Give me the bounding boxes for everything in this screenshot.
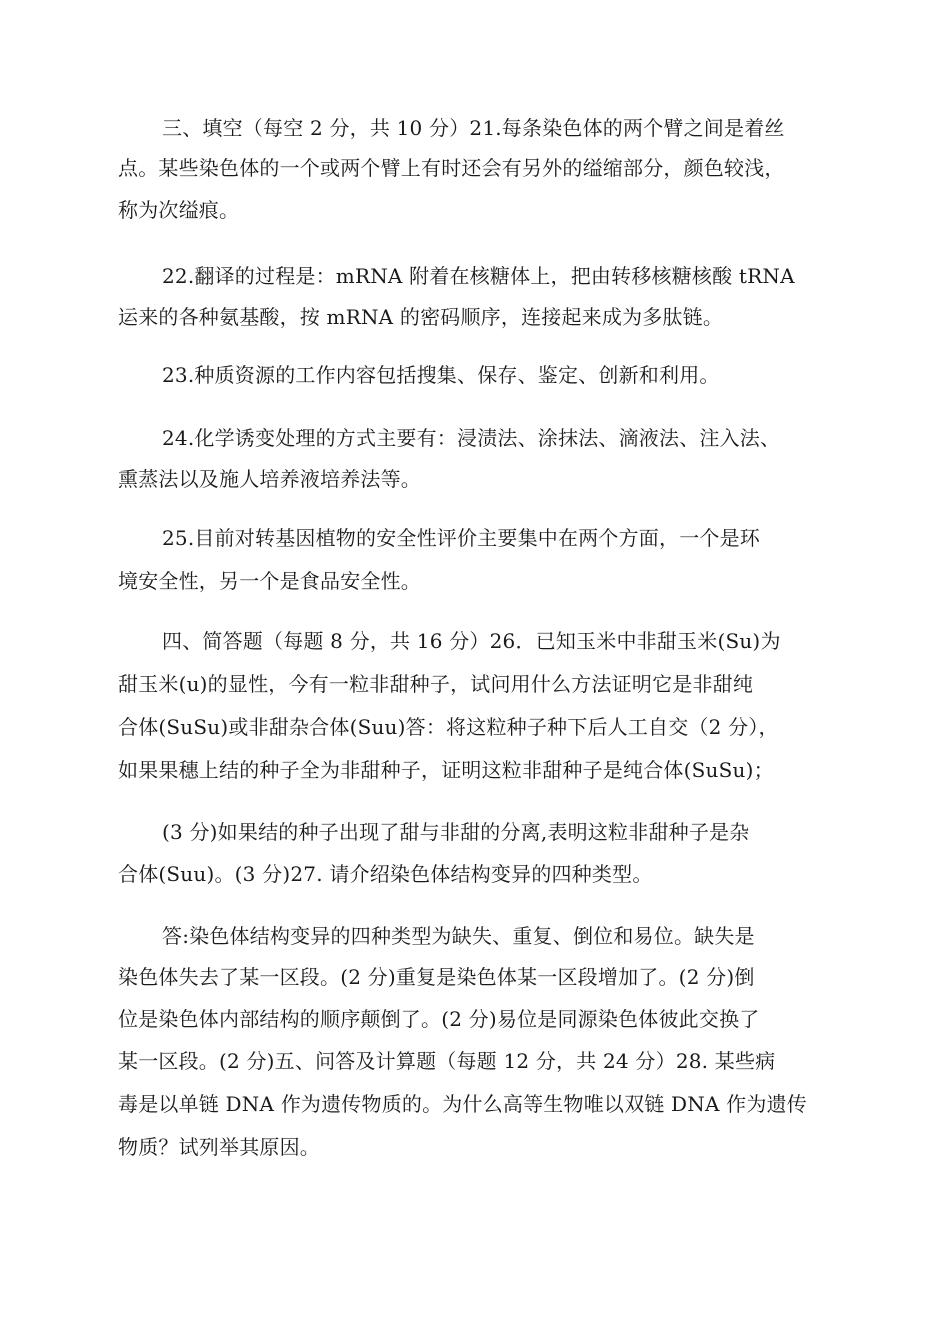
text-line: 毒是以单链 DNA 作为遗传物质的。为什么高等生物唯以双链 DNA 作为遗传: [118, 1092, 807, 1116]
text-line: 称为次缢痕。: [118, 198, 240, 222]
text-line: 染色体失去了某一区段。(2 分)重复是染色体某一区段增加了。(2 分)倒: [118, 965, 755, 989]
text-line: 四、简答题（每题 8 分，共 16 分）26．已知玉米中非甜玉米(Su)为: [162, 629, 781, 653]
text-line: 24.化学诱变处理的方式主要有：浸渍法、涂抹法、滴液法、注入法、: [162, 426, 781, 450]
text-line: 境安全性，另一个是食品安全性。: [118, 569, 421, 593]
text-line: 答:染色体结构变异的四种类型为缺失、重复、倒位和易位。缺失是: [162, 924, 755, 948]
text-line: 点。某些染色体的一个或两个臂上有时还会有另外的缢缩部分，颜色较浅，: [118, 156, 785, 180]
text-line: 合体(Suu)。(3 分)27. 请介绍染色体结构变异的四种类型。: [118, 862, 653, 886]
text-line: 位是染色体内部结构的顺序颠倒了。(2 分)易位是同源染色体彼此交换了: [118, 1007, 760, 1031]
text-line: 甜玉米(u)的显性，今有一粒非甜种子，试问用什么方法证明它是非甜纯: [118, 672, 754, 696]
text-line: 运来的各种氨基酸，按 mRNA 的密码顺序，连接起来成为多肽链。: [118, 305, 724, 329]
text-line: 物质？试列举其原因。: [118, 1135, 320, 1159]
text-line: (3 分)如果结的种子出现了甜与非甜的分离,表明这粒非甜种子是杂: [162, 820, 750, 844]
text-line: 23.种质资源的工作内容包括搜集、保存、鉴定、创新和利用。: [162, 363, 720, 387]
text-line: 22.翻译的过程是：mRNA 附着在核糖体上，把由转移核糖核酸 tRNA: [162, 264, 795, 288]
text-line: 25.目前对转基因植物的安全性评价主要集中在两个方面，一个是环: [162, 526, 761, 550]
text-line: 如果果穗上结的种子全为非甜种子，证明这粒非甜种子是纯合体(SuSu)；: [118, 758, 774, 782]
text-line: 三、填空（每空 2 分，共 10 分）21.每条染色体的两个臂之间是着丝: [162, 116, 785, 140]
text-line: 合体(SuSu)或非甜杂合体(Suu)答：将这粒种子种下后人工自交（2 分），: [118, 715, 779, 739]
text-line: 某一区段。(2 分)五、问答及计算题（每题 12 分，共 24 分）28. 某些病: [118, 1049, 776, 1073]
text-line: 熏蒸法以及施人培养液培养法等。: [118, 467, 421, 491]
